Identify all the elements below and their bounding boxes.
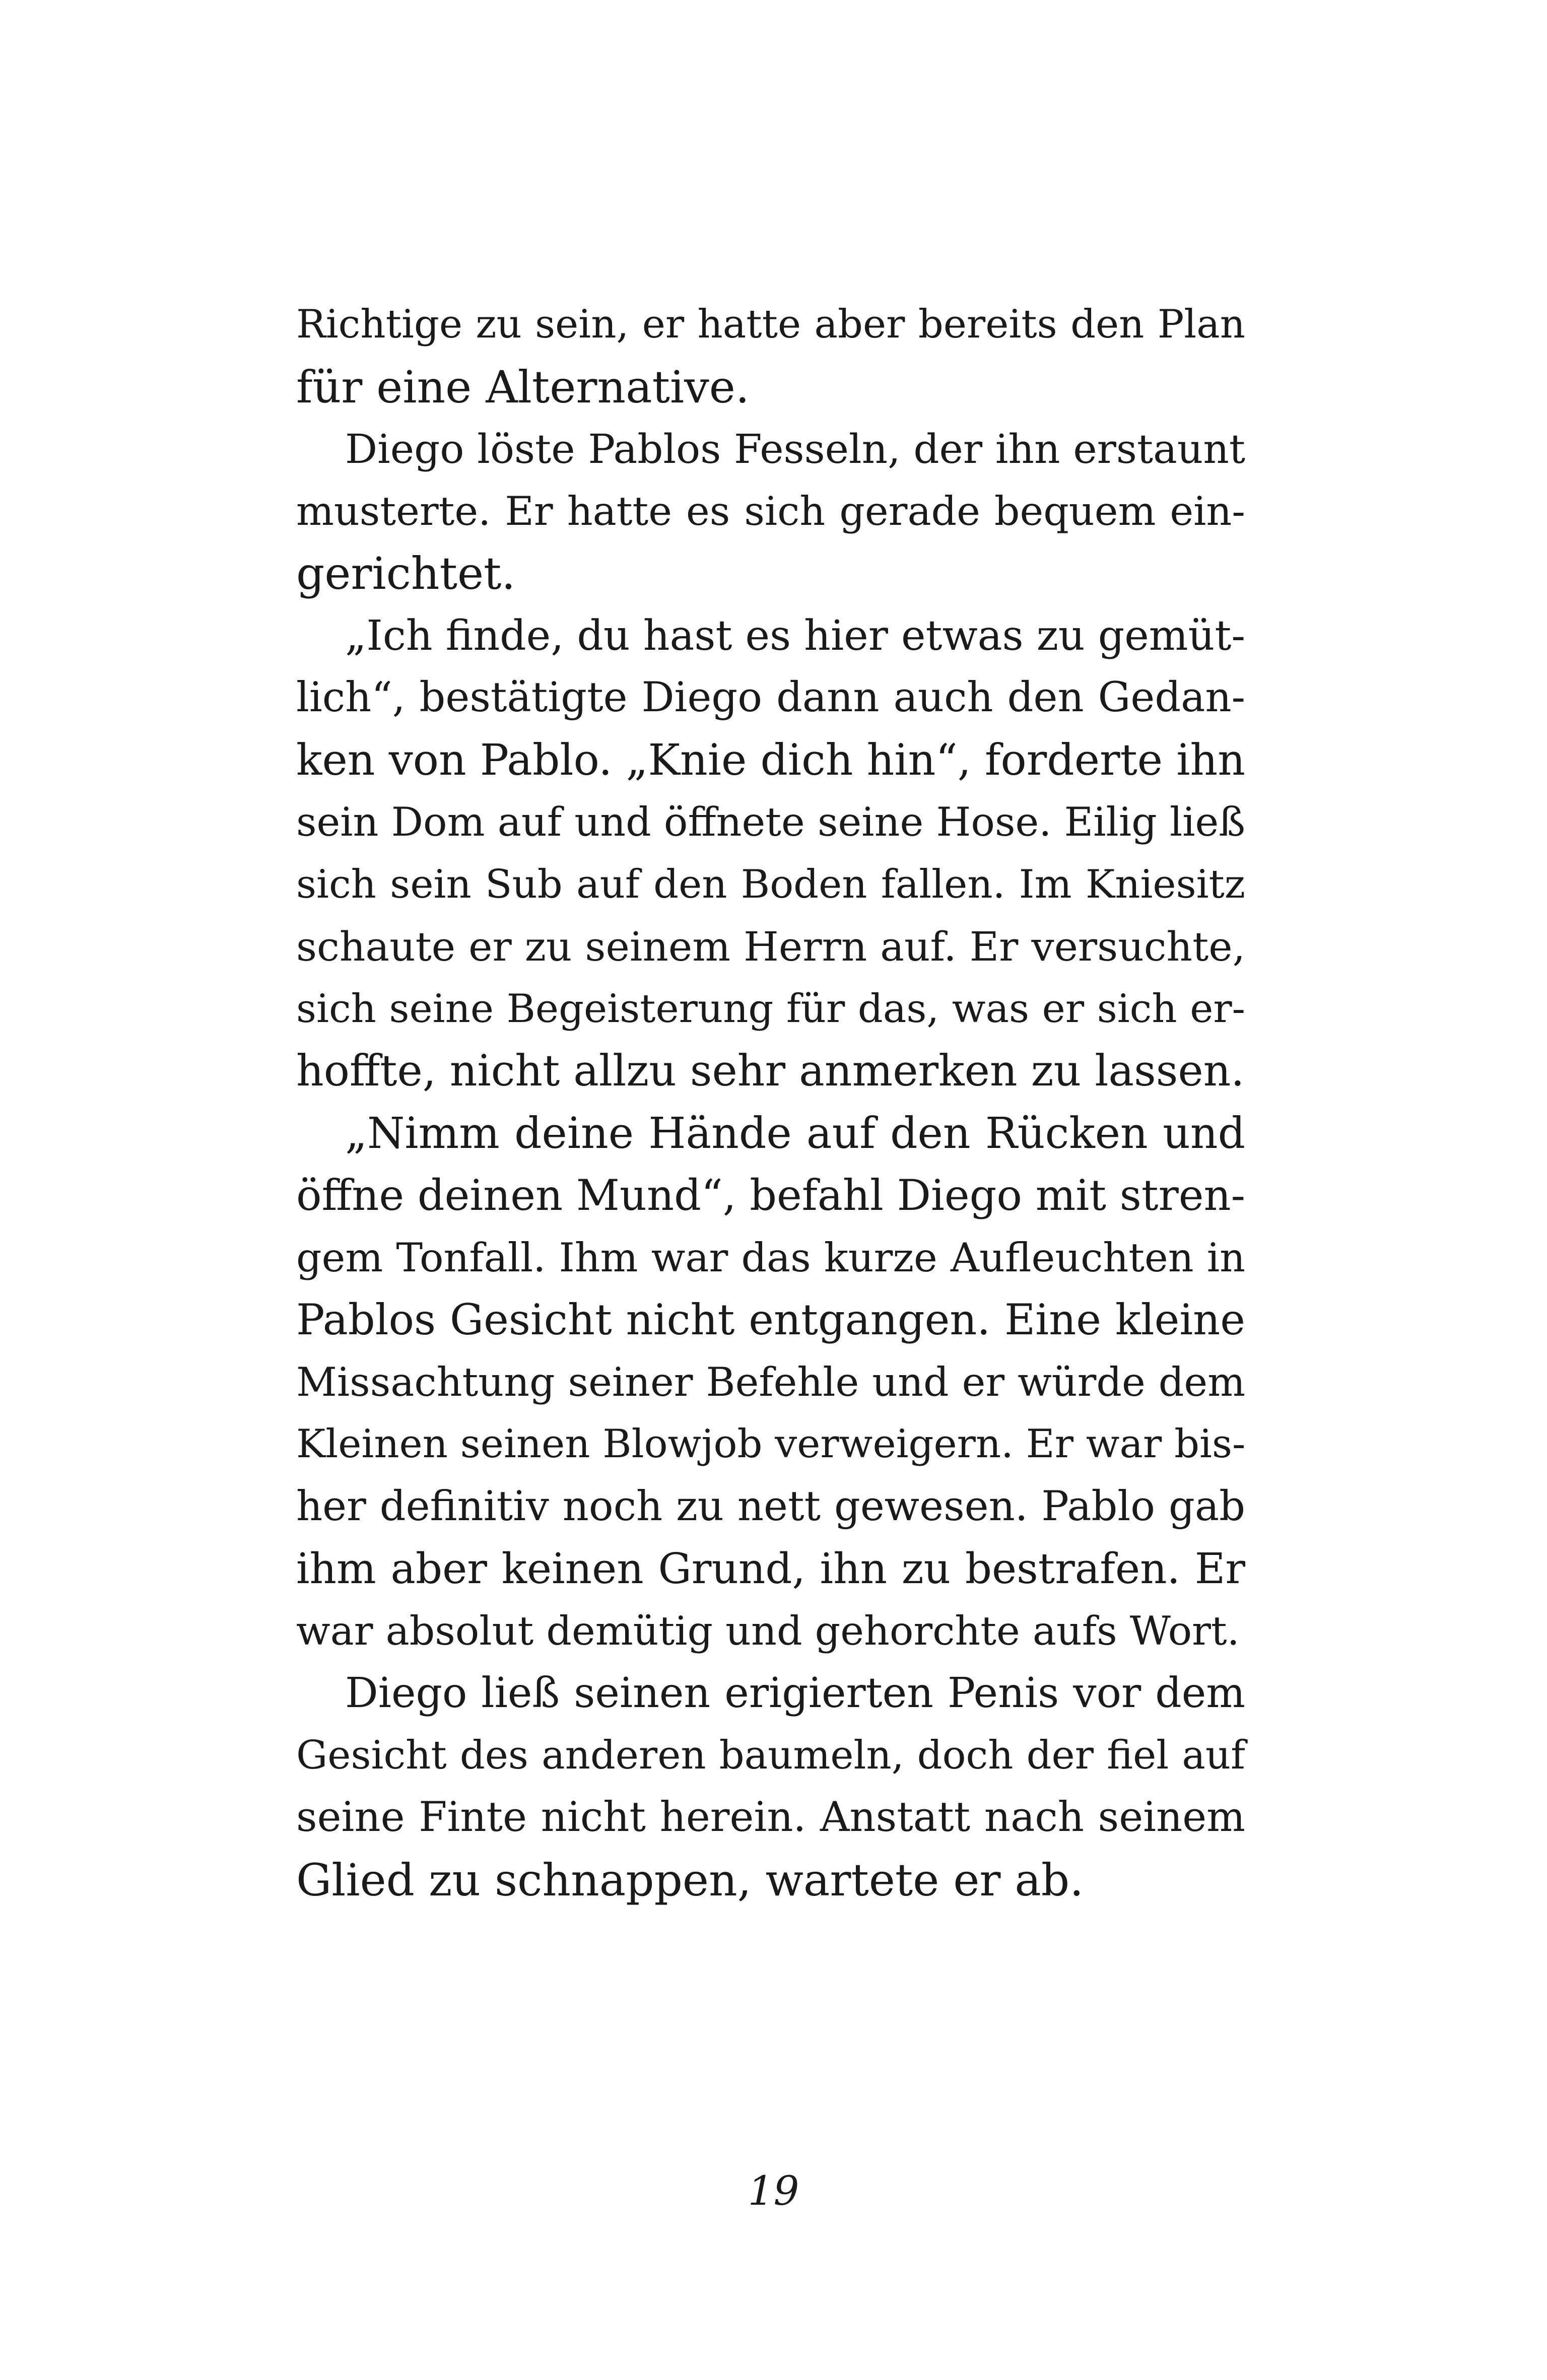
text-line: ihm aber keinen Grund, ihn zu bestrafen. Er xyxy=(296,1544,1245,1593)
text-line: sein Dom auf und öffnete seine Hose. Eilig ließ xyxy=(296,799,1245,845)
text-line: Kleinen seinen Blowjob verweigern. Er war bis- xyxy=(296,1421,1246,1467)
text-line: Diego löste Pablos Fesseln, der ihn erstaunt xyxy=(345,426,1245,472)
text-line: schaute er zu seinem Herrn auf. Er versuchte, xyxy=(296,923,1245,970)
text-line: war absolut demütig und gehorchte aufs Wort. xyxy=(296,1607,1240,1654)
text-line: Missachtung seiner Befehle und er würde dem xyxy=(296,1358,1245,1405)
text-line: hoffte, nicht allzu sehr anmerken zu lassen. xyxy=(296,1046,1245,1096)
text-line: Diego ließ seinen erigierten Penis vor dem xyxy=(345,1669,1245,1717)
text-line: Gesicht des anderen baumeln, doch der fiel auf xyxy=(296,1732,1245,1778)
text-line: Richtige zu sein, er hatte aber bereits den Plan xyxy=(296,302,1245,347)
text-line: gem Tonfall. Ihm war das kurze Aufleuchten in xyxy=(296,1234,1245,1281)
text-line: sich seine Begeisterung für das, was er sich er- xyxy=(296,986,1245,1032)
text-line: Pablos Gesicht nicht entgangen. Eine kleine xyxy=(296,1295,1245,1344)
text-line: Glied zu schnappen, wartete er ab. xyxy=(296,1854,1084,1906)
text-line: lich“, bestätigte Diego dann auch den Gedan- xyxy=(296,674,1245,721)
text-line: musterte. Er hatte es sich gerade bequem ein- xyxy=(296,488,1245,534)
text-line: sich sein Sub auf den Boden fallen. Im Kniesitz xyxy=(296,861,1245,907)
text-line: öffne deinen Mund“, befahl Diego mit stren- xyxy=(296,1171,1245,1220)
text-line: „Nimm deine Hände auf den Rücken und xyxy=(345,1108,1245,1159)
page-number: 19 xyxy=(748,2167,799,2214)
text-line: seine Finte nicht herein. Anstatt nach seinem xyxy=(296,1794,1245,1841)
text-line: ken von Pablo. „Knie dich hin“, forderte ihn xyxy=(296,735,1245,785)
body-text xyxy=(296,294,1245,1911)
text-line: „Ich finde, du hast es hier etwas zu gemüt- xyxy=(345,611,1246,660)
text-line: für eine Alternative. xyxy=(296,361,750,413)
text-line: gerichtet. xyxy=(296,548,516,599)
text-line: her definitiv noch zu nett gewesen. Pablo gab xyxy=(296,1482,1245,1530)
